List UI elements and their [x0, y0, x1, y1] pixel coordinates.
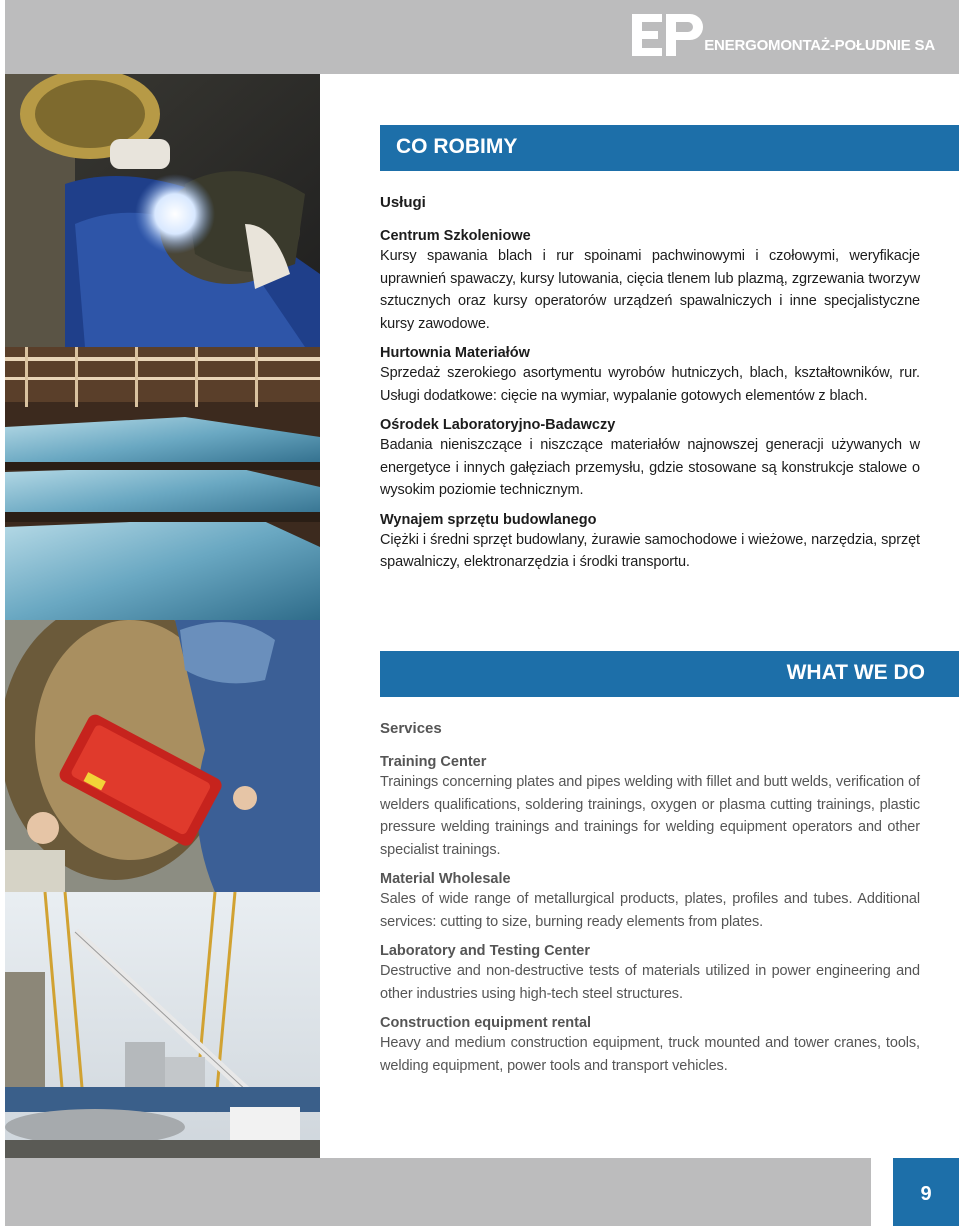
block-text: Trainings concerning plates and pipes welding with fillet and butt welds, verification of welders qualifications, soldering trainings, oxygen or plasma cutting trainings, plastic pressure welding trainings and trainings for welding equipment operators and other specialist trainings. — [380, 774, 920, 858]
block-text: Ciężki i średni sprzęt budowlany, żurawie samochodowe i wieżowe, narzędzia, sprzęt spawalniczy, elektronarzędzia i środki transportu. — [380, 531, 920, 570]
block-laboratory-pl — [380, 416, 920, 502]
block-title: Wynajem sprzętu budowlanego — [380, 511, 597, 528]
company-name: ENERGOMONTAŻ-POŁUDNIE SA — [704, 37, 935, 54]
services-section-en — [380, 720, 920, 1077]
block-wholesale-en — [380, 870, 920, 933]
block-title: Training Center — [380, 754, 487, 770]
block-text: Destructive and non-destructive tests of materials utilized in power engineering and other industries using high-tech steel structures. — [380, 963, 920, 1002]
block-laboratory-en — [380, 942, 920, 1005]
block-text: Badania nieniszczące i niszczące materiałów najnowszej generacji używanych w energetyce i innych gałęziach przemysłu, gdzie stosowane są konstrukcje stalowe o wysokim poziomie technicznym. — [380, 437, 920, 498]
page-footer — [5, 1158, 871, 1226]
block-training-en — [380, 753, 920, 861]
block-title: Construction equipment rental — [380, 1015, 592, 1031]
heading-co-robimy: CO ROBIMY — [396, 135, 518, 158]
page-number: 9 — [893, 1158, 959, 1226]
block-text: Kursy spawania blach i rur spoinami pachwinowymi i czołowymi, weryfikacje uprawnień spawaczy, kursy lutowania, cięcia tlenem lub plazmą, zgrzewania tworzyw sztucznych oraz kursy operatorów urządzeń spawalniczych i inne specjalistyczne kursy zawodowe. — [380, 248, 920, 332]
heading-what-we-do: WHAT WE DO — [786, 661, 925, 684]
company-logo — [632, 14, 935, 56]
block-title: Material Wholesale — [380, 871, 511, 887]
block-rental-pl — [380, 511, 920, 574]
photo-column — [5, 74, 320, 1158]
block-text: Sprzedaż szerokiego asortymentu wyrobów hutniczych, blach, kształtowników, rur. Usługi dodatkowe: cięcie na wymiar, wypalanie gotowych elementów z blach. — [380, 365, 920, 404]
block-title: Ośrodek Laboratoryjno-Badawczy — [380, 417, 616, 433]
block-title: Laboratory and Testing Center — [380, 943, 591, 959]
heading-bar-pl — [380, 125, 959, 171]
block-title: Hurtownia Materiałów — [380, 345, 530, 361]
heading-bar-en — [380, 651, 959, 697]
section-title-pl: Usługi — [380, 194, 426, 211]
welder-photo — [5, 74, 320, 347]
block-text: Heavy and medium construction equipment, truck mounted and tower cranes, tools, welding equipment, power tools and transport vehicles. — [380, 1035, 920, 1074]
crane-site-photo — [5, 892, 320, 1158]
steel-plates-photo — [5, 347, 320, 620]
block-training-pl — [380, 227, 920, 335]
page-header — [5, 0, 959, 74]
block-wholesale-pl — [380, 344, 920, 407]
section-title-en: Services — [380, 720, 442, 737]
block-text: Sales of wide range of metallurgical products, plates, profiles and tubes. Additional services: cutting to size, burning ready elements from plates. — [380, 891, 920, 930]
block-title: Centrum Szkoleniowe — [380, 228, 531, 244]
pipe-inspection-photo — [5, 620, 320, 892]
services-section-pl — [380, 194, 920, 574]
block-rental-en — [380, 1014, 920, 1077]
ep-logo-icon — [632, 14, 706, 56]
